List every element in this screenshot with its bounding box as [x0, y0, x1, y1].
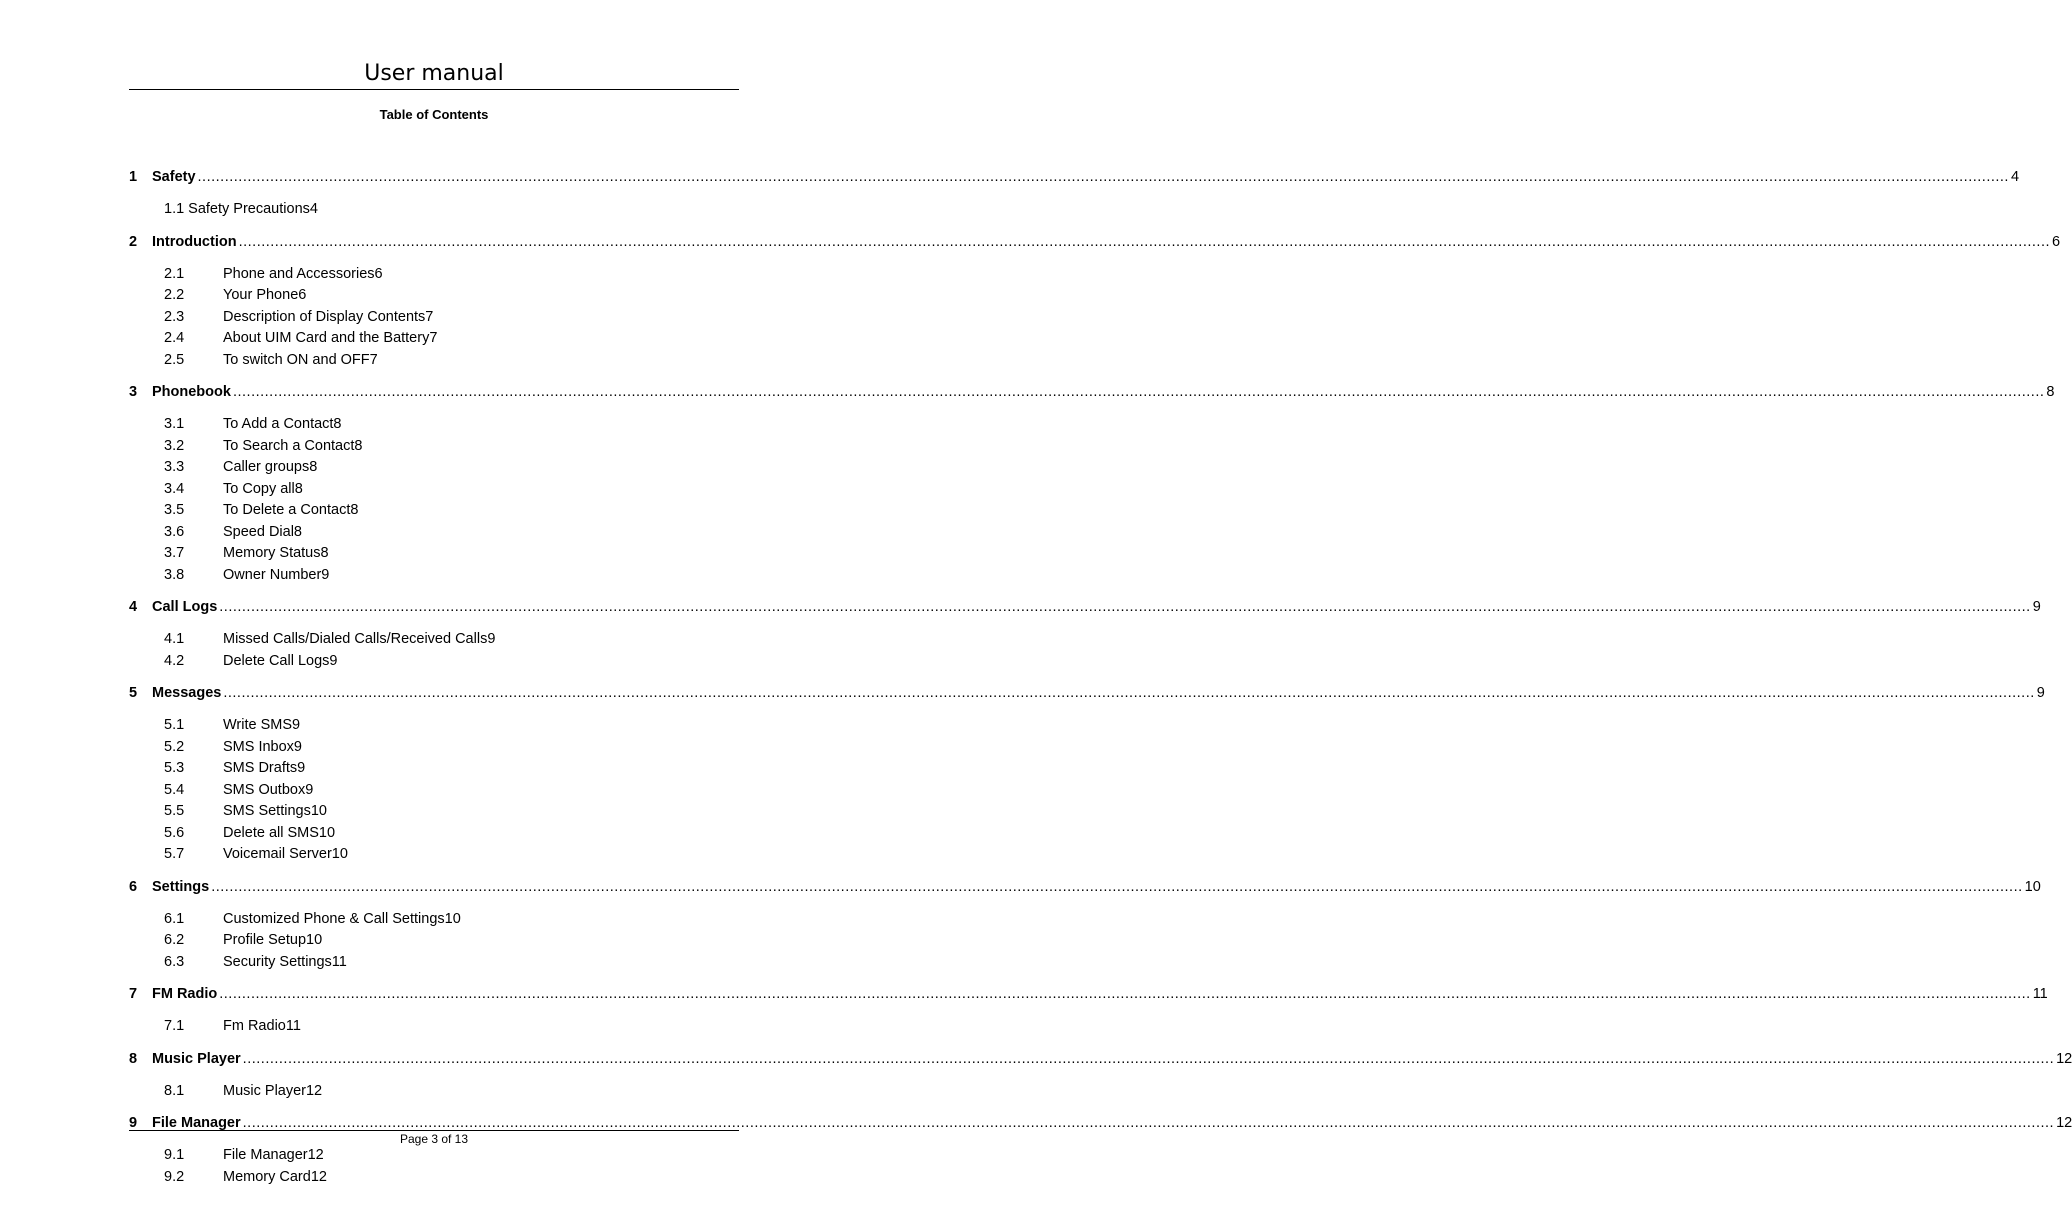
subsection-title: To switch ON and OFF7 — [223, 351, 378, 368]
chapter-title: Safety — [152, 169, 196, 185]
dot-leader: ................................................................................................................................................................................................................................................................................................................................................................................................................ — [232, 384, 2045, 400]
chapter-number: 3 — [129, 384, 138, 400]
subsection-number: 2.2 — [164, 287, 185, 303]
toc-subsection-list — [129, 1016, 739, 1038]
chapter-page-number: 4 — [2010, 169, 2020, 185]
chapter-number: 9 — [129, 1115, 138, 1131]
dot-leader: ................................................................................................................................................................................................................................................................................................................................................................................................................ — [219, 986, 2031, 1002]
toc-subsection-entry[interactable] — [129, 350, 739, 372]
subsection-title: Speed Dial8 — [223, 523, 302, 540]
toc-subsection-entry[interactable] — [129, 1167, 739, 1189]
toc-subsection-entry[interactable] — [129, 823, 739, 845]
chapter-page-number: 9 — [2036, 685, 2045, 701]
toc-subsection-list — [129, 715, 739, 866]
subsection-title: Voicemail Server10 — [223, 846, 348, 862]
toc-chapter-entry[interactable] — [129, 877, 2041, 898]
subsection-title: Your Phone6 — [223, 287, 307, 303]
toc-chapter-entry[interactable] — [129, 597, 2041, 618]
subsection-number: 3.8 — [164, 566, 185, 583]
subsection-title: SMS Settings10 — [223, 803, 327, 819]
toc-subsection-entry[interactable] — [129, 1145, 739, 1167]
toc-subsection-entry[interactable] — [129, 1016, 739, 1038]
toc-chapter-entry[interactable] — [129, 984, 2048, 1005]
chapter-number: 1 — [129, 169, 138, 185]
subsection-number: 8.1 — [164, 1082, 185, 1099]
chapter-title: Introduction — [152, 233, 237, 250]
subsection-number: 6.1 — [164, 910, 185, 927]
chapter-page-number: 11 — [2032, 986, 2048, 1002]
dot-leader: ................................................................................................................................................................................................................................................................................................................................................................................................................ — [242, 1050, 2055, 1067]
toc-subsection-entry[interactable] — [129, 909, 739, 931]
subsection-title: Fm Radio11 — [223, 1018, 301, 1034]
subsection-number: 3.6 — [164, 523, 185, 540]
toc-chapter-entry[interactable] — [129, 683, 2045, 704]
toc-subsection-entry[interactable] — [129, 457, 739, 479]
toc-chapter-entry[interactable] — [129, 232, 2061, 253]
subsection-number: 3.4 — [164, 480, 185, 497]
subsection-title: To Delete a Contact8 — [223, 502, 359, 518]
subsection-title: To Add a Contact8 — [223, 416, 342, 432]
toc-subsection-entry[interactable] — [129, 328, 739, 350]
subsection-title: Memory Card12 — [223, 1168, 327, 1185]
chapter-number: 5 — [129, 685, 138, 701]
subsection-number: 6.2 — [164, 932, 185, 948]
subsection-title: To Search a Contact8 — [223, 437, 363, 454]
toc-subsection-entry[interactable] — [129, 307, 739, 329]
subsection-title: Description of Display Contents7 — [223, 308, 434, 325]
subsection-title: About UIM Card and the Battery7 — [223, 330, 438, 346]
subsection-number: 7.1 — [164, 1018, 185, 1034]
subsection-number: 2.1 — [164, 265, 185, 282]
subsection-title: Safety Precautions4 — [188, 201, 318, 217]
chapter-page-number: 10 — [2024, 878, 2041, 895]
subsection-number: 2.5 — [164, 351, 185, 368]
subsection-title: Customized Phone & Call Settings10 — [223, 910, 461, 927]
chapter-number: 4 — [129, 599, 138, 615]
subsection-title: SMS Outbox9 — [223, 781, 314, 798]
subsection-number: 3.7 — [164, 545, 185, 561]
chapter-title: Settings — [152, 878, 210, 895]
chapter-page-number: 12 — [2056, 1050, 2072, 1067]
chapter-page-number: 8 — [2046, 384, 2055, 400]
subsection-title: Delete all SMS10 — [223, 824, 336, 841]
subsection-number: 1.1 — [164, 201, 185, 217]
chapter-page-number: 12 — [2056, 1115, 2072, 1131]
subsection-number: 6.3 — [164, 953, 185, 970]
subsection-title: SMS Inbox9 — [223, 738, 302, 755]
chapter-page-number: 6 — [2052, 233, 2061, 250]
page-number: Page 3 of 13 — [399, 1132, 469, 1146]
chapter-title: Phonebook — [152, 384, 231, 400]
chapter-number: 7 — [129, 986, 138, 1002]
subsection-number: 5.5 — [164, 803, 185, 819]
dot-leader: ................................................................................................................................................................................................................................................................................................................................................................................................................ — [242, 1115, 2055, 1131]
subsection-title: Phone and Accessories6 — [223, 265, 383, 282]
header-rule — [129, 89, 739, 90]
toc-chapter-entry[interactable] — [129, 1049, 2072, 1070]
subsection-number: 9.1 — [164, 1147, 185, 1163]
toc-subsection-entry[interactable] — [129, 522, 739, 544]
chapter-number: 8 — [129, 1050, 138, 1067]
running-header: User manual — [364, 61, 504, 86]
subsection-title: Owner Number9 — [223, 566, 330, 583]
toc-subsection-entry[interactable] — [129, 715, 739, 737]
dot-leader: ................................................................................................................................................................................................................................................................................................................................................................................................................ — [238, 233, 2051, 250]
toc-subsection-entry[interactable] — [129, 199, 739, 221]
toc-subsection-list — [129, 629, 739, 672]
subsection-number: 5.3 — [164, 760, 185, 776]
chapter-title: File Manager — [152, 1115, 241, 1131]
subsection-title: Profile Setup10 — [223, 932, 323, 948]
subsection-number: 5.7 — [164, 846, 185, 862]
toc-subsection-list — [129, 199, 739, 221]
toc-subsection-entry[interactable] — [129, 780, 739, 802]
dot-leader: ................................................................................................................................................................................................................................................................................................................................................................................................................ — [223, 685, 2035, 701]
subsection-number: 2.4 — [164, 330, 185, 346]
chapter-number: 2 — [129, 233, 138, 250]
subsection-number: 4.1 — [164, 631, 185, 647]
subsection-title: File Manager12 — [223, 1147, 324, 1163]
toc-subsection-entry[interactable] — [129, 414, 739, 436]
subsection-number: 5.1 — [164, 717, 185, 733]
subsection-number: 5.2 — [164, 738, 185, 755]
chapter-title: FM Radio — [152, 986, 218, 1002]
toc-subsection-entry[interactable] — [129, 844, 739, 866]
toc-subsection-list — [129, 1081, 739, 1103]
toc-chapter-entry[interactable] — [129, 167, 2020, 188]
subsection-title: SMS Drafts9 — [223, 760, 306, 776]
toc-subsection-entry[interactable] — [129, 651, 739, 673]
chapter-title: Messages — [152, 685, 222, 701]
toc-subsection-entry[interactable] — [129, 1081, 739, 1103]
toc-subsection-entry[interactable] — [129, 264, 739, 286]
subsection-title: Caller groups8 — [223, 459, 318, 475]
subsection-title: To Copy all8 — [223, 480, 303, 497]
subsection-number: 9.2 — [164, 1168, 185, 1185]
chapter-title: Music Player — [152, 1050, 241, 1067]
dot-leader: ................................................................................................................................................................................................................................................................................................................................................................................................................ — [219, 599, 2031, 615]
subsection-number: 2.3 — [164, 308, 185, 325]
toc-subsection-list — [129, 1145, 739, 1188]
toc-subsection-entry[interactable] — [129, 436, 739, 458]
toc-subsection-entry[interactable] — [129, 952, 739, 974]
toc-subsection-entry[interactable] — [129, 758, 739, 780]
subsection-number: 5.6 — [164, 824, 185, 841]
subsection-title: Delete Call Logs9 — [223, 652, 338, 669]
toc-subsection-entry[interactable] — [129, 479, 739, 501]
subsection-title: Missed Calls/Dialed Calls/Received Calls9 — [223, 631, 496, 647]
subsection-number: 5.4 — [164, 781, 185, 798]
toc-chapter-entry[interactable] — [129, 382, 2055, 403]
toc-subsection-list — [129, 414, 739, 586]
subsection-number: 3.1 — [164, 416, 185, 432]
toc-subsection-list — [129, 909, 739, 974]
chapter-page-number: 9 — [2032, 599, 2041, 615]
toc-subsection-entry[interactable] — [129, 801, 739, 823]
toc-subsection-entry[interactable] — [129, 737, 739, 759]
table-of-contents — [129, 167, 2072, 1188]
subsection-title: Write SMS9 — [223, 717, 301, 733]
toc-subsection-entry[interactable] — [129, 565, 739, 587]
toc-subsection-entry[interactable] — [129, 285, 739, 307]
chapter-number: 6 — [129, 878, 138, 895]
toc-subsection-list — [129, 264, 739, 372]
subsection-title: Music Player12 — [223, 1082, 323, 1099]
subsection-number: 3.3 — [164, 459, 185, 475]
toc-subsection-entry[interactable] — [129, 543, 739, 565]
subsection-number: 4.2 — [164, 652, 185, 669]
subsection-number: 3.2 — [164, 437, 185, 454]
toc-heading: Table of Contents — [379, 107, 489, 122]
toc-subsection-entry[interactable] — [129, 500, 739, 522]
dot-leader: ................................................................................................................................................................................................................................................................................................................................................................................................................ — [211, 878, 2023, 895]
subsection-title: Security Settings11 — [223, 953, 347, 970]
subsection-title: Memory Status8 — [223, 545, 329, 561]
dot-leader: ................................................................................................................................................................................................................................................................................................................................................................................................................ — [197, 169, 2009, 185]
subsection-number: 3.5 — [164, 502, 185, 518]
toc-subsection-entry[interactable] — [129, 629, 739, 651]
chapter-title: Call Logs — [152, 599, 218, 615]
toc-subsection-entry[interactable] — [129, 930, 739, 952]
